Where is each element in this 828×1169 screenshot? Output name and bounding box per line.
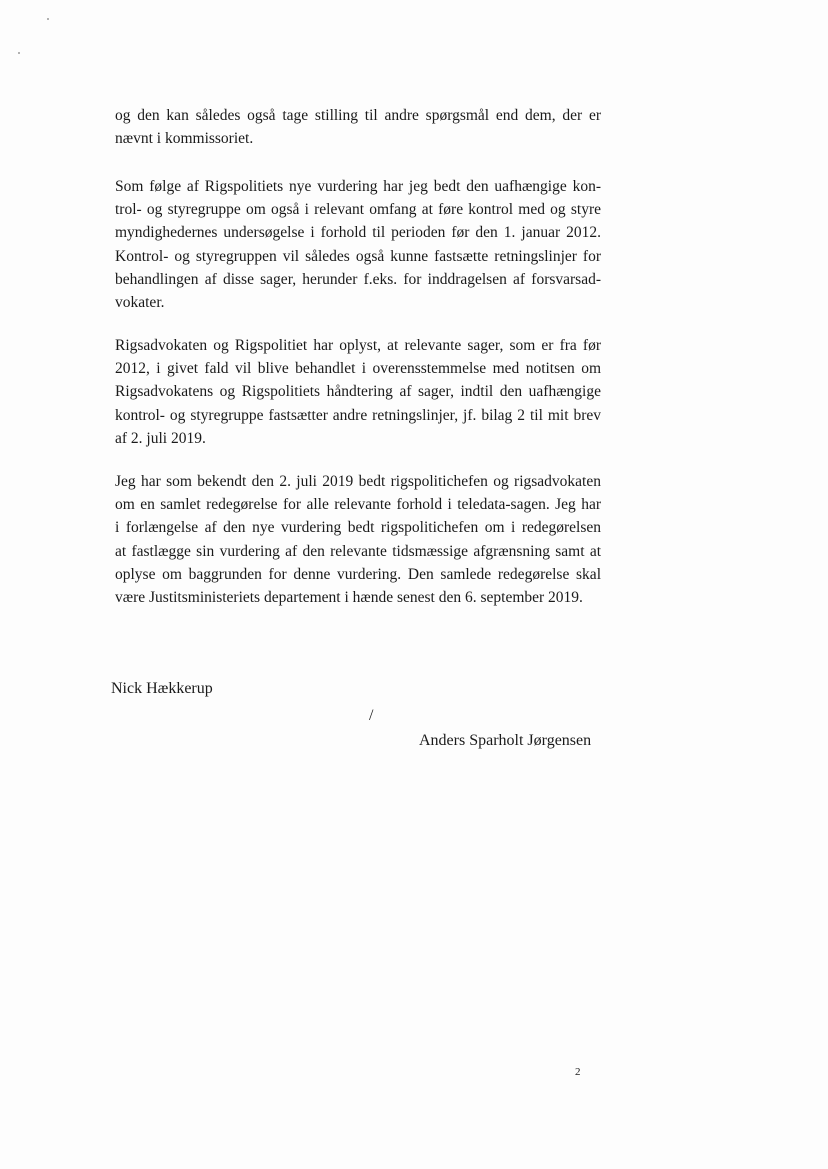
text-line: Kontrol- og styregruppen vil således også kunne fastsætte retningslinjer for	[115, 247, 601, 265]
text-line: oplyse om baggrunden for denne vurdering. Den samlede redegørelse skal	[115, 565, 601, 583]
scan-speck	[47, 18, 49, 20]
text-line: kontrol- og styregruppe fastsætter andre retningslinjer, jf. bilag 2 til mit brev	[115, 406, 601, 424]
paragraph-4	[115, 470, 601, 609]
text-line: myndighedernes undersøgelse i forhold til perioden før den 1. januar 2012.	[115, 224, 601, 242]
scan-speck	[18, 52, 20, 54]
text-line: behandlingen af disse sager, herunder f.eks. for inddragelsen af forsvarsad-	[115, 270, 601, 288]
text-line: 2012, i givet fald vil blive behandlet i overensstemmelse med notitsen om	[115, 360, 601, 378]
signature-separator: /	[369, 707, 374, 724]
text-line: Jeg har som bekendt den 2. juli 2019 bedt rigspolitichefen og rigsadvokaten	[115, 473, 601, 490]
paragraph-3	[115, 334, 601, 450]
text-line: Som følge af Rigspolitiets nye vurdering har jeg bedt den uafhængige kon-	[115, 178, 601, 195]
text-line: Rigsadvokaten og Rigspolitiet har oplyst, at relevante sager, som er fra før	[115, 337, 601, 354]
text-line: trol- og styregruppe om også i relevant omfang at føre kontrol med og styre	[115, 201, 601, 219]
text-line: nævnt i kommissoriet.	[115, 130, 254, 148]
text-line: Rigsadvokatens og Rigspolitiets håndtering af sager, indtil den uafhængige	[115, 383, 601, 401]
text-line: være Justitsministeriets departement i hænde senest den 6. september 2019.	[115, 589, 583, 607]
page-number: 2	[575, 1066, 581, 1078]
text-line: vokater.	[115, 294, 165, 312]
paragraph-2	[115, 175, 601, 314]
signature-left: Nick Hækkerup	[111, 680, 213, 697]
text-line: af 2. juli 2019.	[115, 429, 206, 447]
signature-right: Anders Sparholt Jørgensen	[419, 732, 592, 749]
text-line: om en samlet redegørelse for alle relevante forhold i teledata-sagen. Jeg har	[115, 496, 601, 514]
text-line: og den kan således også tage stilling til andre spørgsmål end dem, der er	[115, 107, 601, 124]
paragraph-1	[115, 104, 601, 150]
text-line: at fastlægge sin vurdering af den relevante tidsmæssige afgrænsning samt at	[115, 542, 601, 560]
text-line: i forlængelse af den nye vurdering bedt rigspolitichefen om i redegørelsen	[115, 519, 601, 537]
